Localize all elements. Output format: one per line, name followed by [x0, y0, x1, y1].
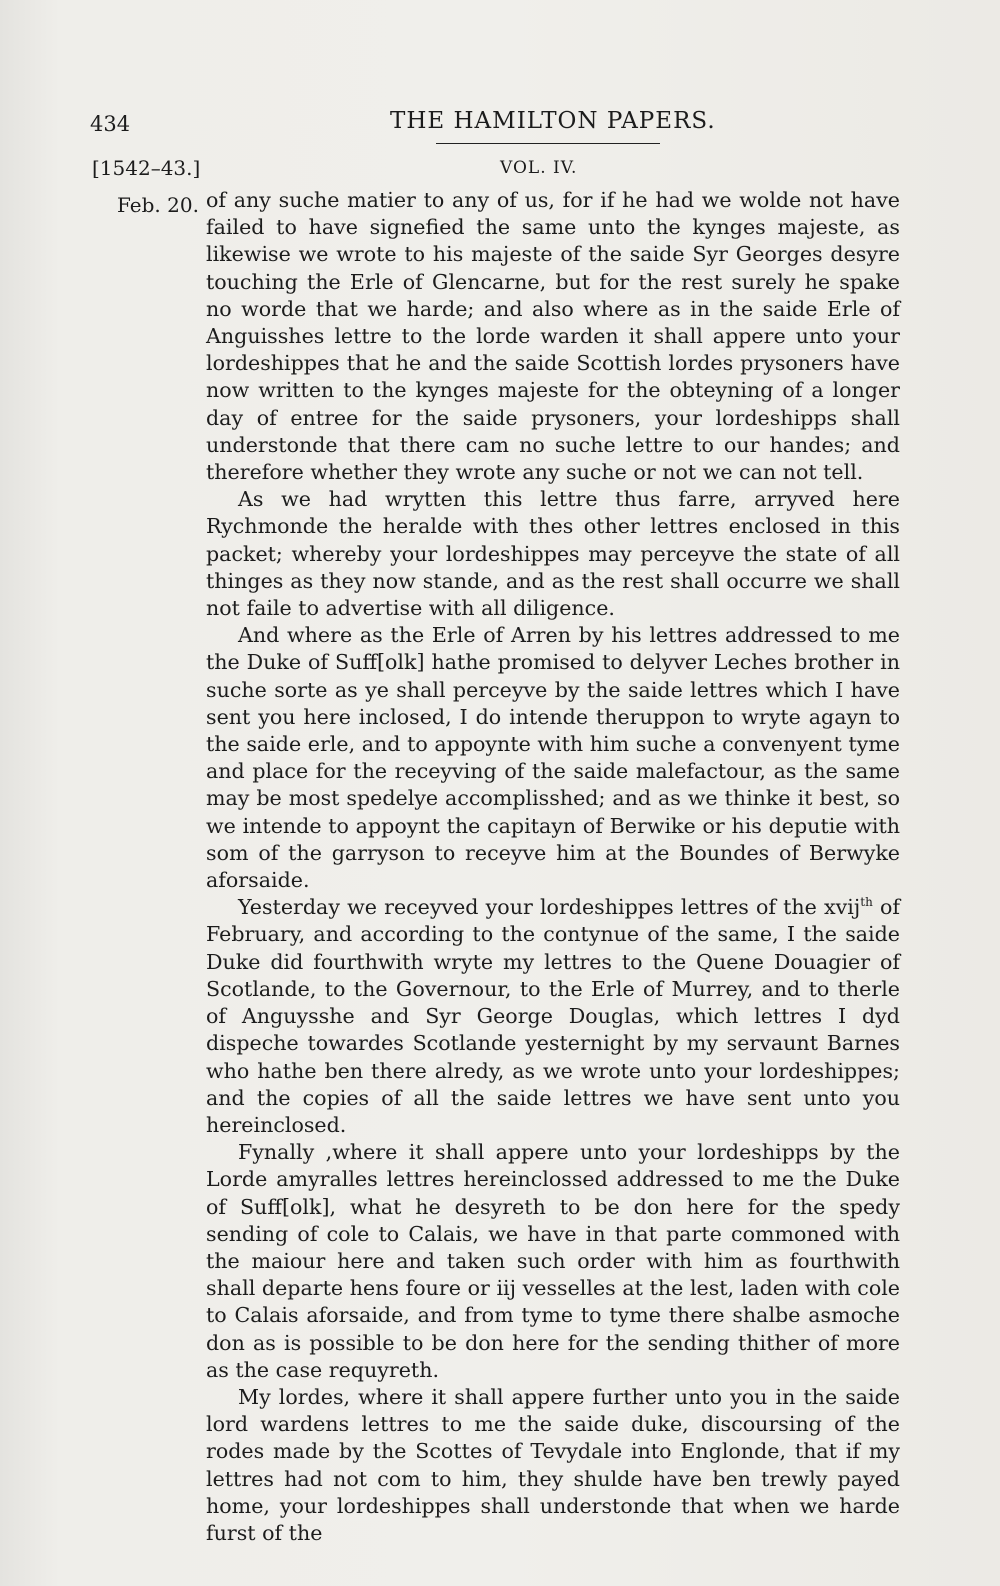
paragraph: Fynally ,where it shall appere unto your lordeshipps by the Lorde amyralles lettres hereinclossed addressed to me the Duke of Suff[olk], what he desyreth to be don here for the spedy sending of cole to Calais, we have in that parte commoned with the maiour here and taken such order with him as fourthwith shall departe hens foure or iij vesselles at the lest, laden with cole to Calais aforsaide, and from tyme to tyme there shalbe asmoche don as is possible to be don here for the sending thither of more as the case requyreth.	[206, 1140, 900, 1382]
paragraph	[206, 894, 900, 1139]
date-range: [1542–43.]	[92, 156, 201, 180]
paragraph: As we had wrytten this lettre thus farre, arryved here Rychmonde the heralde with thes other lettres enclosed in this packet; whereby your lordeshippes may perceyve the state of all thinges as they now stande, and as the rest shall occurre we shall not faile to advertise with all diligence.	[206, 487, 900, 621]
paragraph-text: Yesterday we receyved your lordeshippes lettres of the xvij	[238, 895, 861, 920]
ordinal-superscript: th	[860, 895, 873, 910]
paragraph: of any suche matier to any of us, for if he had we wolde not have failed to have signefied the same unto the kynges majeste, as likewise we wrote to his majeste of the saide Syr Georges desyre touching the Erle of Glencarne, but for the rest surely he spake no worde that we harde; and also where as in the saide Erle of Anguisshes lettre to the lorde warden it shall appere unto your lordeshippes that he and the saide Scottish lordes prysoners have now written to the kynges majeste for the obteyning of a longer day of entree for the saide prysoners, your lordeshipps shall understonde that there cam no suche lettre to our handes; and therefore whether they wrote any suche or not we can not tell.	[206, 188, 900, 485]
body-text	[206, 187, 900, 1547]
page-number: 434	[90, 112, 131, 136]
margin-date-note: Feb. 20.	[117, 193, 199, 217]
paragraph-text: of February, and according to the contynue of the same, I the saide Duke did fourthwith wryte my lettres to the Quene Douagier of Scotlande, to the Governour, to the Erle of Murrey, and to therle of Anguysshe and Syr George Douglas, which lettres I dyd dispeche towardes Scotlande yesternight by my servaunt Barnes who hathe ben there alredy, as we wrote unto your lordeshippes; and the copies of all the saide lettres we have sent unto you hereinclosed.	[206, 895, 900, 1137]
page-header	[90, 106, 910, 142]
paragraph: And where as the Erle of Arren by his lettres addressed to me the Duke of Suff[olk] hathe promised to delyver Leches brother in suche sorte as ye shall perceyve by the saide lettres which I have sent you here inclosed, I do intende theruppon to wryte agayn to the saide erle, and to appoynte with him suche a convenyent tyme and place for the receyving of the saide malefactour, as the same may be most spedelye accomplisshed; and as we thinke it best, so we intende to appoynt the capitayn of Berwike or his deputie with som of the garryson to receyve him at the Boundes of Berwyke aforsaide.	[206, 623, 900, 893]
paragraph: My lordes, where it shall appere further unto you in the saide lord wardens lettres to me the saide duke, discoursing of the rodes made by the Scottes of Tevydale into Englonde, that if my lettres had not com to him, they shulde have ben trewly payed home, your lordeshippes shall understonde that when we harde furst of the	[206, 1384, 900, 1545]
volume-label: VOL. IV.	[500, 158, 578, 178]
header-rule	[436, 143, 660, 144]
running-title: THE HAMILTON PAPERS.	[390, 108, 716, 134]
